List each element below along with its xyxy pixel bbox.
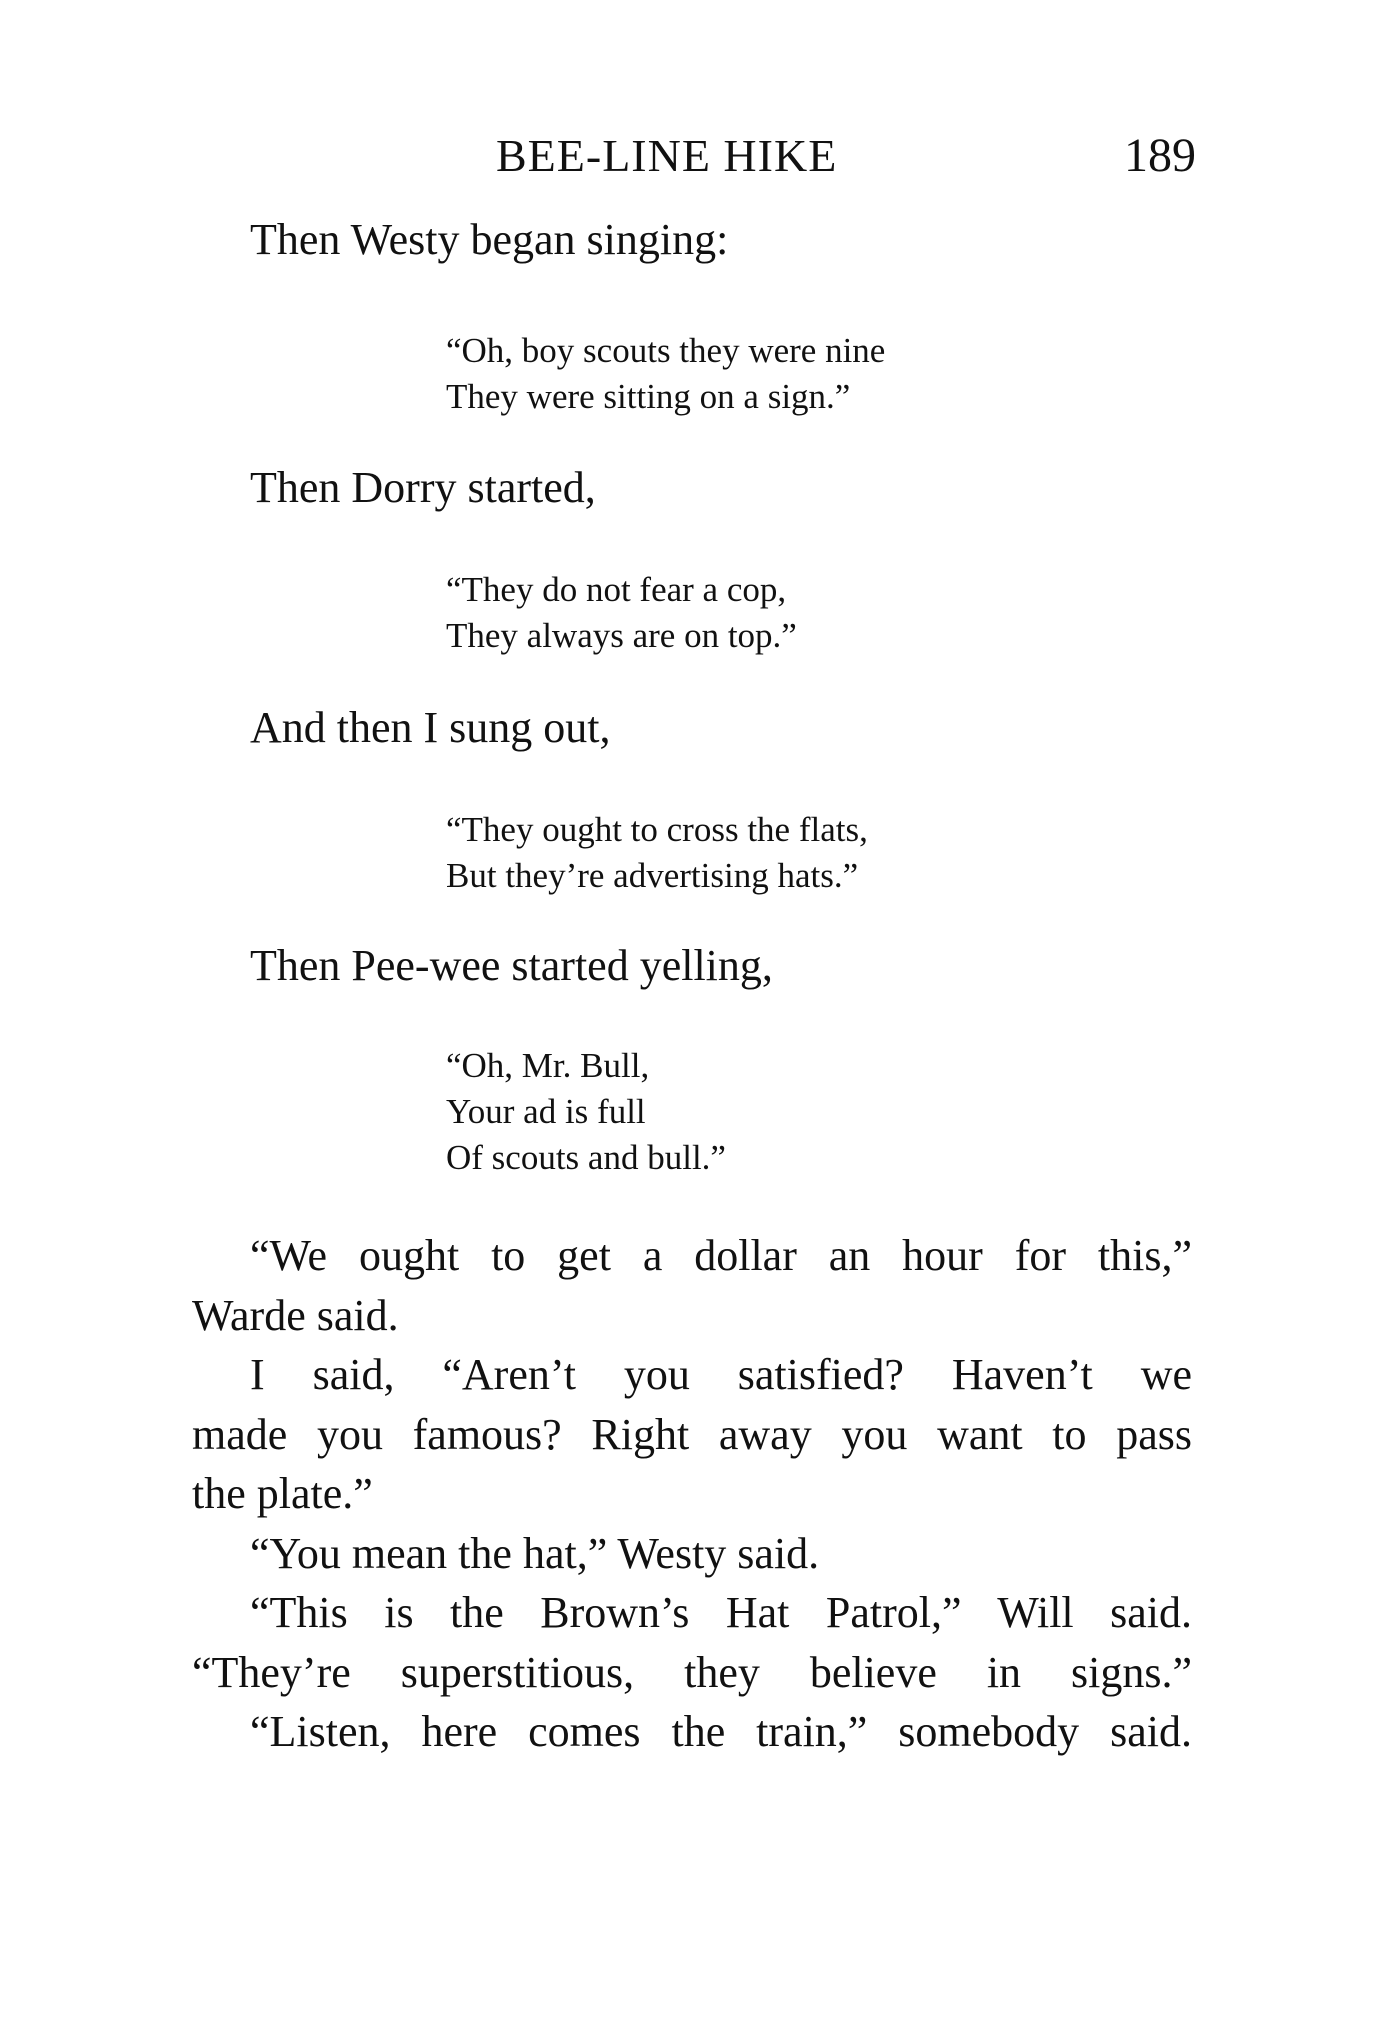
verse-line: Your ad is full xyxy=(446,1092,646,1131)
intro-line-dorry: Then Dorry started, xyxy=(250,463,596,512)
verse-line: They were sitting on a sign.” xyxy=(446,377,851,416)
paragraph-line: “You mean the hat,” Westy said. xyxy=(250,1528,820,1578)
verse-line: “Oh, boy scouts they were nine xyxy=(446,331,886,370)
verse-dorry xyxy=(446,567,797,659)
verse-westy xyxy=(446,328,885,420)
intro-line-peewee: Then Pee-wee started yelling, xyxy=(250,941,773,990)
paragraph-line: “They’re superstitious, they believe in signs.” xyxy=(192,1647,1192,1697)
page-number: 189 xyxy=(1124,129,1196,182)
verse-peewee xyxy=(446,1043,726,1181)
running-head xyxy=(0,126,1380,186)
verse-narrator xyxy=(446,807,868,899)
verse-line: But they’re advertising hats.” xyxy=(446,856,859,895)
verse-line: “Oh, Mr. Bull, xyxy=(446,1046,650,1085)
paragraph-line: “This is the Brown’s Hat Patrol,” Will said. xyxy=(250,1588,1192,1637)
paragraph-line: the plate.” xyxy=(192,1469,373,1518)
verse-line: They always are on top.” xyxy=(446,616,797,655)
verse-line: “They do not fear a cop, xyxy=(446,570,787,609)
verse-line: “They ought to cross the flats, xyxy=(446,810,868,849)
paragraph-line: “Listen, here comes the train,” somebody said. xyxy=(250,1707,1192,1756)
paragraph-line: “We ought to get a dollar an hour for this,” xyxy=(250,1231,1192,1280)
dialogue-text xyxy=(192,1226,1192,1762)
intro-line-narrator: And then I sung out, xyxy=(250,703,611,752)
paragraph-line: made you famous? Right away you want to pass xyxy=(192,1409,1192,1459)
intro-line-westy: Then Westy began singing: xyxy=(250,215,729,264)
paragraph-line: I said, “Aren’t you satisfied? Haven’t we xyxy=(250,1350,1192,1399)
verse-line: Of scouts and bull.” xyxy=(446,1138,726,1177)
running-title: BEE-LINE HIKE xyxy=(496,130,838,181)
paragraph-line: Warde said. xyxy=(192,1290,399,1340)
